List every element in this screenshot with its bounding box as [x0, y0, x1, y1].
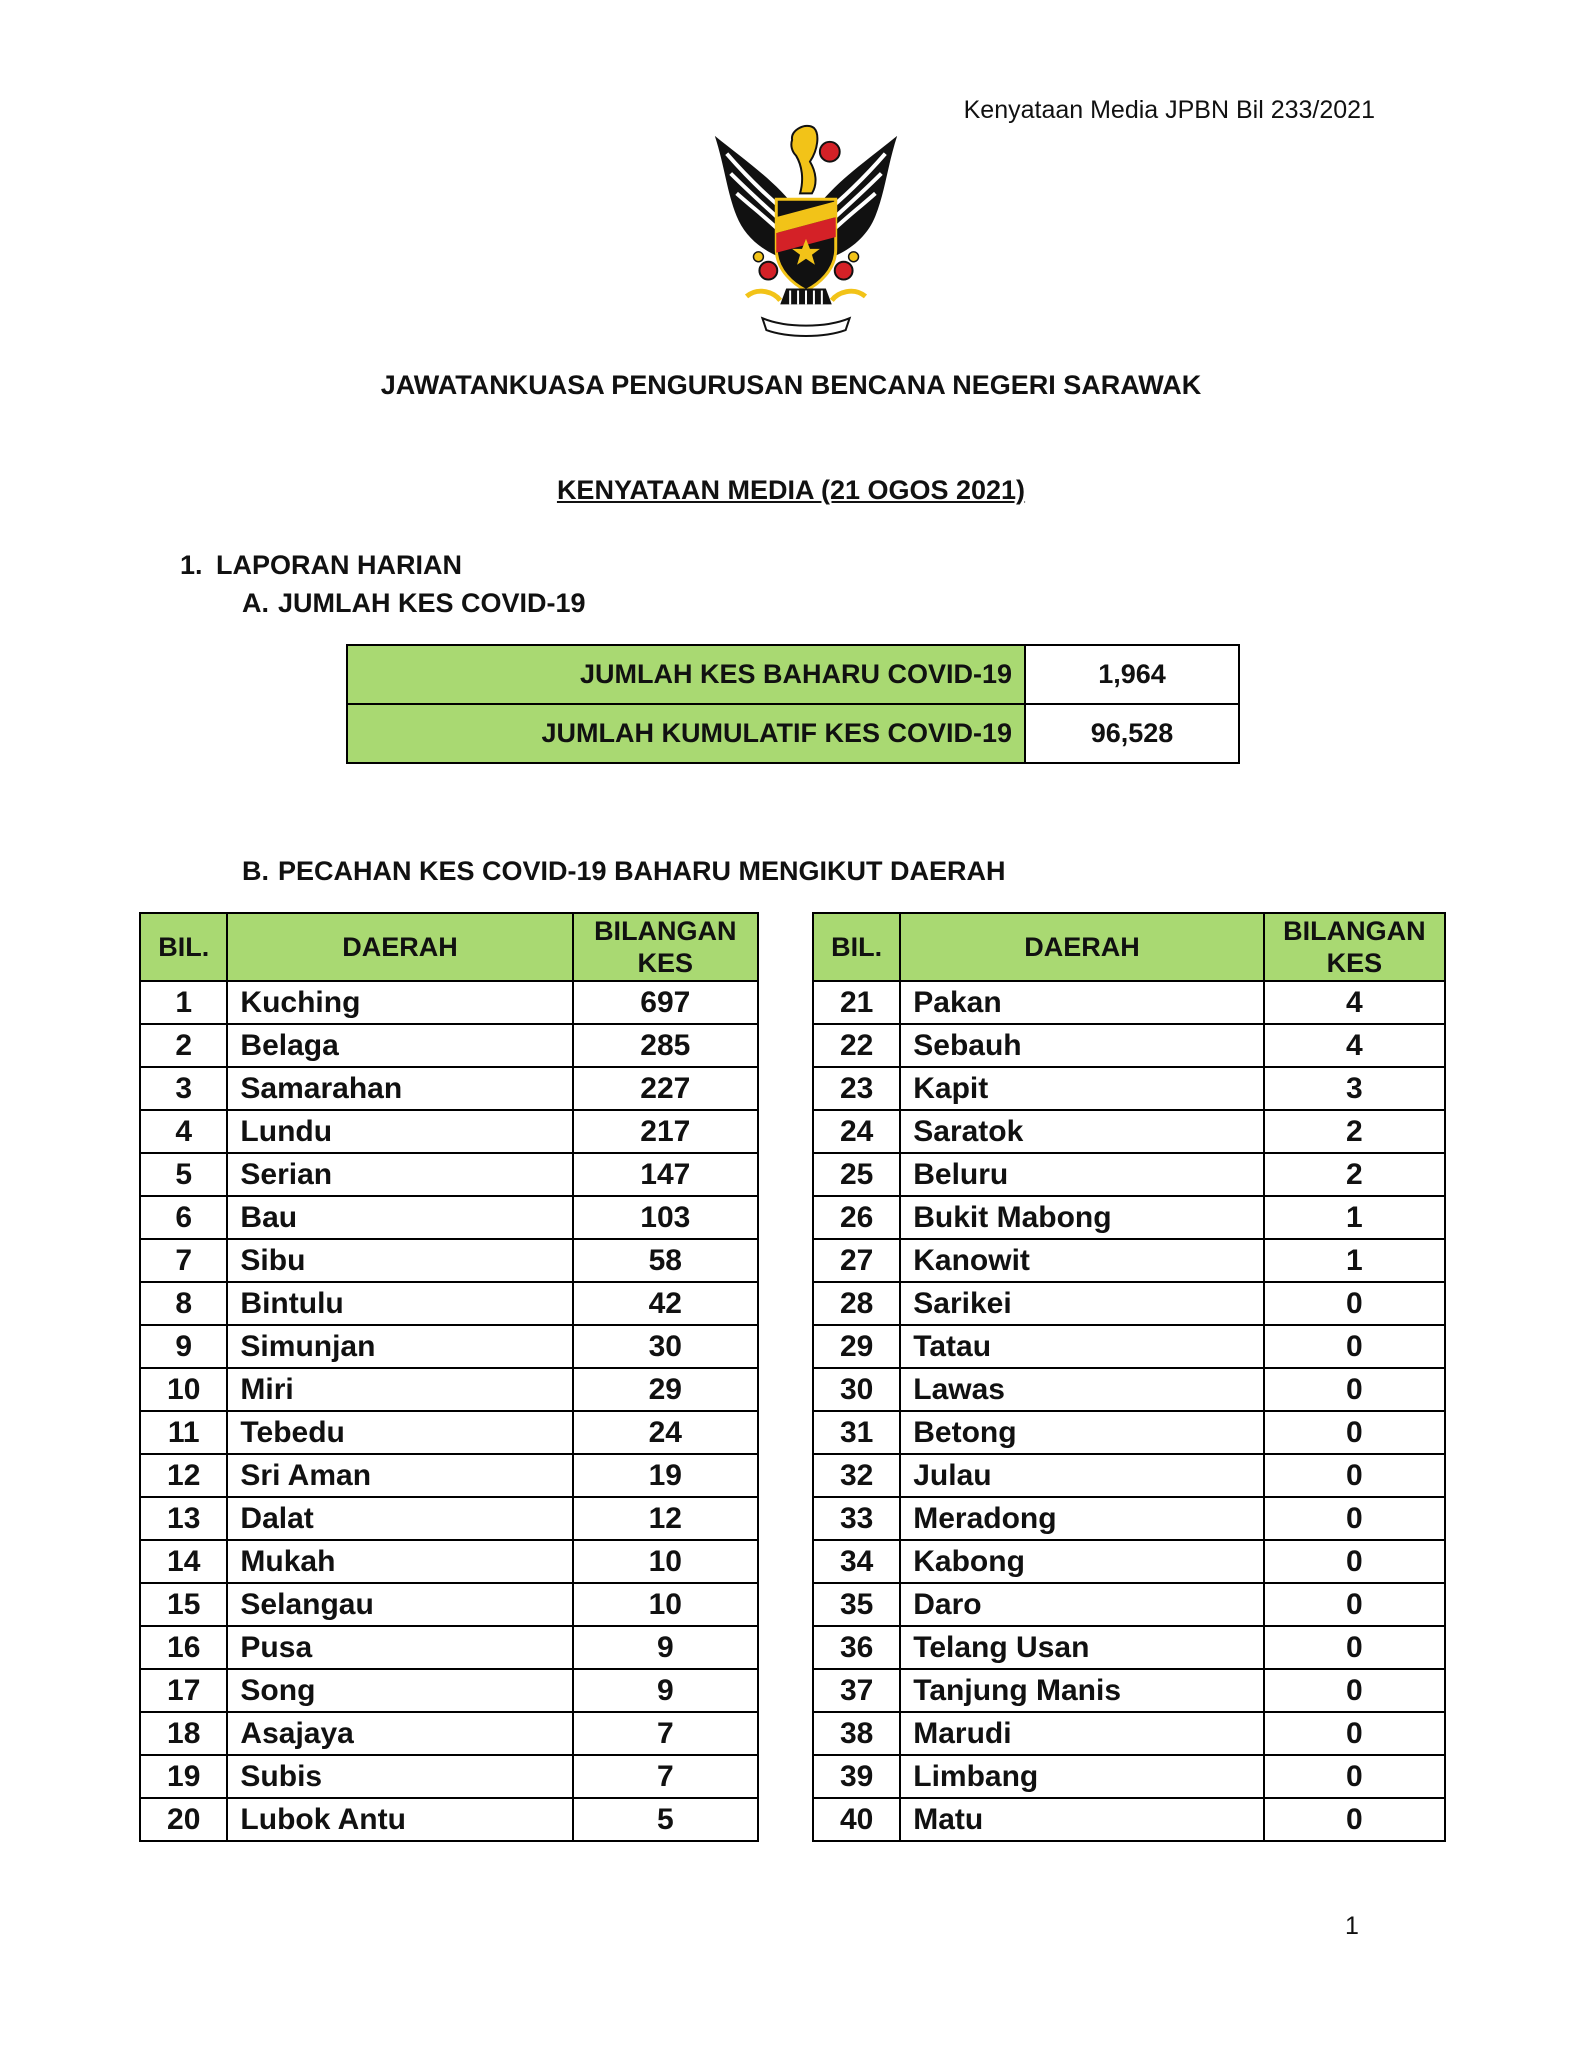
table-row — [813, 1798, 1445, 1841]
table-row — [813, 1196, 1445, 1239]
table-row — [140, 1497, 758, 1540]
table-row — [813, 1540, 1445, 1583]
district-number: 17 — [140, 1669, 227, 1712]
district-cases: 30 — [573, 1325, 758, 1368]
district-name: Dalat — [227, 1497, 572, 1540]
section-number: 1. — [180, 550, 203, 580]
district-name: Simunjan — [227, 1325, 572, 1368]
table-row — [813, 1712, 1445, 1755]
district-name: Lubok Antu — [227, 1798, 572, 1841]
district-name: Lundu — [227, 1110, 572, 1153]
district-cases: 0 — [1264, 1798, 1445, 1841]
table-row — [140, 1196, 758, 1239]
district-cases: 1 — [1264, 1239, 1445, 1282]
district-cases: 2 — [1264, 1110, 1445, 1153]
district-name: Belaga — [227, 1024, 572, 1067]
table-header-row — [140, 913, 758, 981]
district-number: 26 — [813, 1196, 900, 1239]
district-cases: 697 — [573, 981, 758, 1024]
table-row — [140, 1024, 758, 1067]
district-name: Sri Aman — [227, 1454, 572, 1497]
table-row — [140, 1368, 758, 1411]
section-b-heading — [242, 856, 1006, 887]
table-row — [140, 1798, 758, 1841]
district-name: Subis — [227, 1755, 572, 1798]
district-number: 19 — [140, 1755, 227, 1798]
district-name: Bukit Mabong — [900, 1196, 1264, 1239]
district-name: Tanjung Manis — [900, 1669, 1264, 1712]
table-row — [813, 1669, 1445, 1712]
section-title: LAPORAN HARIAN — [216, 550, 462, 580]
district-cases: 5 — [573, 1798, 758, 1841]
district-cases: 0 — [1264, 1325, 1445, 1368]
district-name: Kuching — [227, 981, 572, 1024]
district-number: 38 — [813, 1712, 900, 1755]
release-title: KENYATAAN MEDIA (21 OGOS 2021) — [556, 475, 1026, 505]
district-cases: 0 — [1264, 1454, 1445, 1497]
organization-title: JAWATANKUASA PENGURUSAN BENCANA NEGERI SARAWAK — [380, 370, 1202, 400]
table-row — [813, 1024, 1445, 1067]
table-row — [140, 1583, 758, 1626]
district-name: Mukah — [227, 1540, 572, 1583]
table-row — [813, 1067, 1445, 1110]
district-cases: 4 — [1264, 1024, 1445, 1067]
district-cases: 0 — [1264, 1540, 1445, 1583]
district-number: 21 — [813, 981, 900, 1024]
district-number: 20 — [140, 1798, 227, 1841]
section-1-heading — [180, 550, 462, 581]
district-name: Sarikei — [900, 1282, 1264, 1325]
table-row — [813, 1411, 1445, 1454]
district-cases: 217 — [573, 1110, 758, 1153]
table-row — [813, 1583, 1445, 1626]
column-header-cases-line2: KES — [637, 948, 694, 978]
column-header-district: DAERAH — [900, 913, 1264, 981]
district-number: 23 — [813, 1067, 900, 1110]
table-row — [140, 1325, 758, 1368]
district-name: Pusa — [227, 1626, 572, 1669]
district-name: Selangau — [227, 1583, 572, 1626]
column-header-no: BIL. — [813, 913, 900, 981]
table-row — [140, 1411, 758, 1454]
district-number: 33 — [813, 1497, 900, 1540]
column-header-district: DAERAH — [227, 913, 572, 981]
district-number: 4 — [140, 1110, 227, 1153]
district-number: 27 — [813, 1239, 900, 1282]
district-cases: 24 — [573, 1411, 758, 1454]
district-number: 8 — [140, 1282, 227, 1325]
section-a-heading — [242, 588, 586, 619]
district-cases: 103 — [573, 1196, 758, 1239]
district-cases: 7 — [573, 1755, 758, 1798]
district-name: Kanowit — [900, 1239, 1264, 1282]
district-name: Bau — [227, 1196, 572, 1239]
district-table-left — [139, 912, 759, 1842]
district-cases: 29 — [573, 1368, 758, 1411]
table-row — [140, 1755, 758, 1798]
summary-label: JUMLAH KES BAHARU COVID-19 — [347, 645, 1025, 704]
district-name: Meradong — [900, 1497, 1264, 1540]
district-cases: 58 — [573, 1239, 758, 1282]
district-number: 36 — [813, 1626, 900, 1669]
district-name: Serian — [227, 1153, 572, 1196]
document-reference: Kenyataan Media JPBN Bil 233/2021 — [963, 96, 1375, 124]
district-cases: 19 — [573, 1454, 758, 1497]
district-number: 12 — [140, 1454, 227, 1497]
district-cases: 1 — [1264, 1196, 1445, 1239]
district-number: 16 — [140, 1626, 227, 1669]
summary-value: 96,528 — [1025, 704, 1239, 763]
district-number: 7 — [140, 1239, 227, 1282]
table-row — [140, 981, 758, 1024]
district-name: Sibu — [227, 1239, 572, 1282]
district-cases: 10 — [573, 1540, 758, 1583]
table-row — [813, 1282, 1445, 1325]
table-row — [140, 1669, 758, 1712]
district-cases: 147 — [573, 1153, 758, 1196]
section-title: JUMLAH KES COVID-19 — [278, 588, 586, 618]
district-cases: 285 — [573, 1024, 758, 1067]
district-cases: 7 — [573, 1712, 758, 1755]
district-number: 2 — [140, 1024, 227, 1067]
district-name: Song — [227, 1669, 572, 1712]
table-row — [140, 1540, 758, 1583]
district-number: 30 — [813, 1368, 900, 1411]
table-header-row — [813, 913, 1445, 981]
district-number: 24 — [813, 1110, 900, 1153]
district-name: Bintulu — [227, 1282, 572, 1325]
table-row — [813, 1454, 1445, 1497]
table-row — [813, 1153, 1445, 1196]
summary-label: JUMLAH KUMULATIF KES COVID-19 — [347, 704, 1025, 763]
district-number: 32 — [813, 1454, 900, 1497]
district-name: Tatau — [900, 1325, 1264, 1368]
column-header-cases-line1: BILANGAN — [1283, 916, 1426, 946]
district-name: Miri — [227, 1368, 572, 1411]
table-row — [140, 1110, 758, 1153]
district-cases: 0 — [1264, 1497, 1445, 1540]
district-number: 37 — [813, 1669, 900, 1712]
district-cases: 2 — [1264, 1153, 1445, 1196]
district-name: Marudi — [900, 1712, 1264, 1755]
district-name: Telang Usan — [900, 1626, 1264, 1669]
district-cases: 0 — [1264, 1626, 1445, 1669]
column-header-cases — [573, 913, 758, 981]
column-header-cases-line1: BILANGAN — [594, 916, 737, 946]
district-cases: 0 — [1264, 1669, 1445, 1712]
table-row — [140, 1626, 758, 1669]
district-cases: 0 — [1264, 1583, 1445, 1626]
district-number: 6 — [140, 1196, 227, 1239]
table-row — [347, 645, 1239, 704]
district-name: Samarahan — [227, 1067, 572, 1110]
column-header-no: BIL. — [140, 913, 227, 981]
summary-table — [346, 644, 1240, 764]
district-number: 28 — [813, 1282, 900, 1325]
district-cases: 3 — [1264, 1067, 1445, 1110]
district-name: Lawas — [900, 1368, 1264, 1411]
table-row — [813, 1497, 1445, 1540]
district-number: 39 — [813, 1755, 900, 1798]
district-name: Sebauh — [900, 1024, 1264, 1067]
table-row — [813, 1325, 1445, 1368]
section-letter: B. — [242, 856, 269, 886]
table-row — [140, 1454, 758, 1497]
district-name: Limbang — [900, 1755, 1264, 1798]
district-cases: 227 — [573, 1067, 758, 1110]
district-cases: 0 — [1264, 1282, 1445, 1325]
district-number: 1 — [140, 981, 227, 1024]
district-number: 29 — [813, 1325, 900, 1368]
district-number: 14 — [140, 1540, 227, 1583]
district-cases: 0 — [1264, 1411, 1445, 1454]
district-cases: 12 — [573, 1497, 758, 1540]
table-row — [813, 1368, 1445, 1411]
district-number: 13 — [140, 1497, 227, 1540]
district-name: Beluru — [900, 1153, 1264, 1196]
district-number: 35 — [813, 1583, 900, 1626]
district-number: 9 — [140, 1325, 227, 1368]
district-cases: 0 — [1264, 1755, 1445, 1798]
district-number: 5 — [140, 1153, 227, 1196]
page-number: 1 — [1345, 1912, 1359, 1940]
district-name: Kapit — [900, 1067, 1264, 1110]
district-rows-right — [813, 981, 1445, 1841]
sarawak-coat-of-arms-icon — [705, 122, 907, 340]
table-row — [347, 704, 1239, 763]
district-number: 10 — [140, 1368, 227, 1411]
table-row — [140, 1282, 758, 1325]
district-number: 3 — [140, 1067, 227, 1110]
district-cases: 0 — [1264, 1368, 1445, 1411]
district-cases: 0 — [1264, 1712, 1445, 1755]
district-cases: 42 — [573, 1282, 758, 1325]
district-number: 34 — [813, 1540, 900, 1583]
district-name: Kabong — [900, 1540, 1264, 1583]
district-cases: 9 — [573, 1626, 758, 1669]
district-name: Betong — [900, 1411, 1264, 1454]
section-title: PECAHAN KES COVID-19 BAHARU MENGIKUT DAERAH — [278, 856, 1006, 886]
district-name: Daro — [900, 1583, 1264, 1626]
table-row — [140, 1153, 758, 1196]
table-row — [813, 1755, 1445, 1798]
table-row — [140, 1067, 758, 1110]
column-header-cases-line2: KES — [1326, 948, 1383, 978]
district-number: 11 — [140, 1411, 227, 1454]
district-name: Asajaya — [227, 1712, 572, 1755]
district-number: 18 — [140, 1712, 227, 1755]
table-row — [813, 1239, 1445, 1282]
summary-value: 1,964 — [1025, 645, 1239, 704]
district-name: Pakan — [900, 981, 1264, 1024]
district-cases: 10 — [573, 1583, 758, 1626]
district-cases: 9 — [573, 1669, 758, 1712]
district-number: 31 — [813, 1411, 900, 1454]
district-name: Matu — [900, 1798, 1264, 1841]
table-row — [813, 981, 1445, 1024]
table-row — [813, 1626, 1445, 1669]
district-name: Tebedu — [227, 1411, 572, 1454]
district-name: Saratok — [900, 1110, 1264, 1153]
table-row — [140, 1712, 758, 1755]
section-letter: A. — [242, 588, 269, 618]
table-row — [140, 1239, 758, 1282]
table-row — [813, 1110, 1445, 1153]
district-number: 22 — [813, 1024, 900, 1067]
district-number: 15 — [140, 1583, 227, 1626]
column-header-cases — [1264, 913, 1445, 981]
district-rows-left — [140, 981, 758, 1841]
district-cases: 4 — [1264, 981, 1445, 1024]
district-number: 25 — [813, 1153, 900, 1196]
district-number: 40 — [813, 1798, 900, 1841]
district-name: Julau — [900, 1454, 1264, 1497]
district-table-right — [812, 912, 1446, 1842]
